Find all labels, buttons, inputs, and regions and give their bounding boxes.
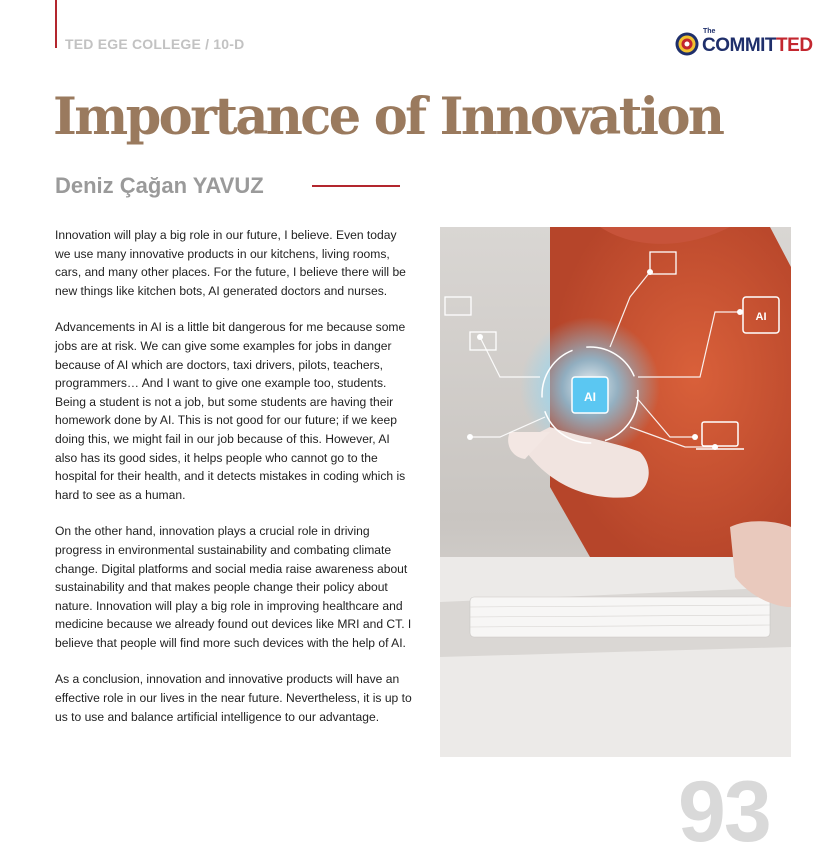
seal-icon	[675, 32, 699, 56]
logo-wordmark	[702, 35, 813, 57]
magazine-logo	[675, 28, 813, 62]
ai-chip-label: AI	[584, 390, 596, 404]
header-accent-rule	[55, 0, 57, 48]
logo-word-part-b: TED	[776, 35, 813, 56]
paragraph-2: Advancements in AI is a little bit dangerous for me because some jobs are at risk. We can give some examples for jobs in danger because of AI which are doctors, taxi drivers, pilots, teachers, programmers… And I want to give one example too, students. Being a student is not a job, but some students are having their homework done by AI. This is not good for our future; if we keep doing this, we might fail in our job because of this. However, AI also has its good sides, it helps people who cannot go to the hospital for their health, and it detects mistakes in coding which is hard to see as a human.	[55, 320, 406, 502]
ai-icon-label: AI	[755, 311, 767, 323]
school-label: TED EGE COLLEGE / 10-D	[65, 36, 245, 52]
logo-prefix: The	[703, 28, 716, 35]
paragraph-1: Innovation will play a big role in our future, I believe. Even today we use many innovative products in our kitchens, living rooms, cars, and many other places. For the future, I believe there will be new things like kitchen bots, AI generated doctors and nurses.	[55, 228, 406, 298]
paragraph-3: On the other hand, innovation plays a crucial role in driving progress in environmental sustainability and combating climate change. Digital platforms and social media raise awareness about sustainability and that makes people change their policy about nature. Innovation will play a big role in improving healthcare and medicine because we already found out devices like MRI and CT. I believe that people will find more such devices with the help of AI.	[55, 524, 412, 650]
article-body	[55, 226, 415, 744]
author-divider	[312, 185, 400, 187]
ai-innovation-illustration	[440, 227, 791, 757]
article-photo	[440, 227, 791, 757]
page-number: 93	[678, 764, 770, 860]
logo-word-part-a: COMMIT	[702, 35, 777, 56]
article-author: Deniz Çağan YAVUZ	[55, 173, 264, 198]
paragraph-4: As a conclusion, innovation and innovative products will have an effective role in our lives in the near future. Nevertheless, it is up to us to use and balance artificial intelligence to our advantage.	[55, 672, 412, 724]
article-title: Importance of Innovation	[53, 87, 723, 147]
